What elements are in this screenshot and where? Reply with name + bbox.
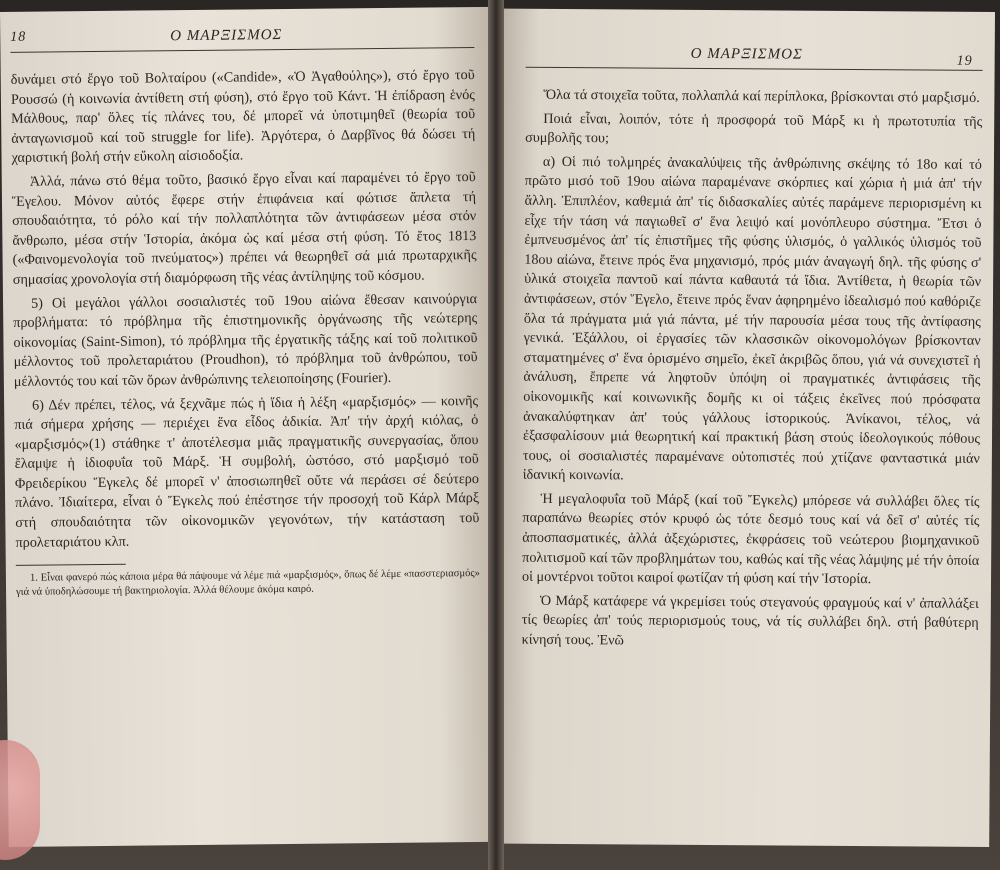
right-running-title: Ο ΜΑΡΞΙΣΜΟΣ: [690, 45, 803, 63]
left-running-title: Ο ΜΑΡΞΙΣΜΟΣ: [170, 27, 283, 45]
right-paragraph-5: Ὁ Μάρξ κατάφερε νά γκρεμίσει τούς στεγανούς φραγμούς καί ν' ἀπαλλάξει τίς θεωρίες ἀπ' τούς περιορισμούς τους, νά τίς συλλάβει δηλ. στή βαθύτερη κίνησή τους. Ἐνῶ: [521, 592, 979, 649]
right-page: [494, 9, 995, 847]
left-paragraph-4: 6) Δέν πρέπει, τέλος, νά ξεχνᾶμε πώς ἡ ἴδια ἡ λέξη «μαρξισμός» — κοινῆς πιά σήμερα χρήσης — περιέχει ἕνα εἶδος ἀδικία. Ἀπ' τήν ἀρχή κιόλας, ὁ «μαρξισμός»(1) στάθηκε τ' ἀποτέλεσμα μιᾶς πραγματικῆς συνεργασίας, ὅπου ἔλαμψε ἡ ἰδιοφυΐα τοῦ Μάρξ. Ἡ συμβολή, ὡστόσο, στό μαρξισμό τοῦ Φρειδερίκου Ἔγκελς δέ μπορεῖ ν' ἀποσιωπηθεῖ οὔτε νά περάσει σέ δεύτερο πλάνο. Ἰδιαίτερα, εἶναι ὁ Ἔγκελς πού ἐπέστησε τήν προσοχή τοῦ Κάρλ Μάρξ στή σπουδαιότητα τῶν οἰκονομικῶν γεγονότων, τήν κατάσταση τοῦ προλεταριάτου κλπ.: [14, 392, 480, 551]
book-gutter: [488, 0, 504, 870]
right-paragraph-3: α) Οἱ πιό τολμηρές ἀνακαλύψεις τῆς ἀνθρώπινης σκέψης τό 18ο καί τό πρῶτο μισό τοῦ 19ου αἰώνα παραμένανε σκόρπιες καί χώρια ἡ μιά ἀπ' τήν ἄλλη. Ἐπιπλέον, καθεμιά ἀπ' τίς διδασκαλίες αὐτές παράμενε περιορισμένη κι εἶχε τήν τάση νά παγιωθεῖ σ' ἕνα λειψό καί μονόπλευρο σύστημα. Ἔτσι ὁ ἐμπνευσμένος ἀπ' τίς ἐπιστῆμες τῆς φύσης ὑλισμός, ὁ γαλλικός ὑλισμός τοῦ 18ου αἰώνα, ἔτεινε πρός ἕνα μηχανισμό, πρός μιάν ἀναγωγή δηλ. τῆς φύσης σ' ὑλικά στοιχεῖα παντοῦ καί πάντα καθαυτά τά ἴδια. Ἀντίθετα, ἡ θεωρία τῶν ἀντιφάσεων, στόν Ἕγελο, ἔτεινε πρός ἕναν ἀφηρημένο ἰδεαλισμό πού καθόριζε ὅλα τά πράγματα μιά γιά πάντα, μέ τήν παρουσία μέσα τους τῆς ἀντίφασης γενικά. Ἐξάλλου, οἱ ἐργασίες τῶν κλασσικῶν οἰκονομολόγων βρίσκονταν σταματημένες σ' ἕνα ὁρισμένο σημεῖο, ἐκεῖ ἀκριβῶς ὅπου, γιά νά συνεχιστεῖ ἡ ἀνάλυση, ἔπρεπε νά ληφτοῦν ὑπόψη οἱ πραγματικές ἀντιφάσεις τῆς οἰκονομικῆς καί κοινωνικῆς δομῆς κι οἱ τάξεις ἐκεῖνες πού πρόσφατα ἀνακαλύφτηκαν ἀπ' τούς γάλλους ἱστορικούς. Ἀνίκανοι, τέλος, νά ἐξασφαλίσουν μιά θεωρητική καί πρακτική βάση στούς ἰδεολογικούς πόθους τους, οἱ σοσιαλιστές παραμένανε οὐτοπιστές πού χτίζανε φανταστικά μιάν ἰδανική κοινωνία.: [522, 153, 982, 484]
right-paragraph-2: Ποιά εἶναι, λοιπόν, τότε ἡ προσφορά τοῦ Μάρξ κι ἡ πρωτοτυπία τῆς συμβολῆς του;: [525, 110, 983, 147]
footnote-text: 1. Εἶναι φανερό πώς κάποια μέρα θά πάψουμε νά λέμε πιά «μαρξισμός», ὅπως δέ λέμε «πασστεριασμός» γιά νά ὑποδηλώσουμε τή βακτηριολογία. Ἀλλά θέλουμε ἀκόμα καιρό.: [16, 568, 480, 599]
right-running-head: [526, 45, 983, 71]
thumb-holding-page: [0, 740, 40, 860]
left-paragraph-1: δυνάμει στό ἔργο τοῦ Βολταίρου («Candide», «Ὁ Ἀγαθούλης»), στό ἔργο τοῦ Ρουσσώ (ἡ κοινωνία ἀντίθετη στή φύση), στό ἔργο τοῦ Κάντ. Ἡ ἐπίδραση ἑνός Μάλθους, παρ' ὅλες τίς πλάνες του, δέ μπορεῖ νά ὑποτιμηθεῖ (θεωρία τοῦ ἀνταγωνισμοῦ καί τοῦ struggle for life). Ἀργότερα, ὁ Δαρβῖνος θά δώσει τή χαριστική βολή στήν εὔκολη αἰσιοδοξία.: [10, 67, 476, 167]
left-page-number: 18: [10, 29, 27, 45]
left-paragraph-2: Ἀλλά, πάνω στό θέμα τοῦτο, βασικό ἔργο εἶναι καί παραμένει τό ἔργο τοῦ Ἕγελου. Μόνον αὐτός ἔφερε στήν ἐπιφάνεια καί φώτισε ἄπλετα τή σπουδαιότητα, τό ρόλο καί τήν πολλαπλότητα τῶν ἀντιφάσεων μέσα στόν ἄνθρωπο, μέσα στήν Ἱστορία, ἀκόμα ὡς καί μέσα στή φύση. Τό ἔτος 1813 («Φαινομενολογία τοῦ πνεύματος») πρέπει νά θεωρηθεῖ σά μιά πρωταρχικῆς σημασίας χρονολογία στή διαμόρφωση τῆς νέας ἀντίληψης τοῦ κόσμου.: [11, 168, 477, 288]
right-body-text: [522, 86, 983, 654]
footnote-rule: [16, 564, 126, 566]
left-paragraph-3: 5) Οἱ μεγάλοι γάλλοι σοσιαλιστές τοῦ 19ου αἰώνα ἔθεσαν καινούργια προβλήματα: τό πρόβλημα τῆς ἐπιστημονικῆς ὀργάνωσης τῆς νεώτερης οἰκονομίας (Saint-Simon), τό πρόβλημα τῆς ἐργατικῆς τάξης καί τοῦ πολιτικοῦ μέλλοντος τοῦ προλεταριάτου (Proudhon), τό πρόβλημα τοῦ ἀνθρώπου, τοῦ μέλλοντός του καί τῶν ὅρων ἀνθρώπινης τελειοποίησης (Fourier).: [13, 290, 478, 390]
left-body-text: [11, 66, 480, 553]
left-page: [0, 7, 501, 847]
footnote: [16, 567, 480, 600]
right-paragraph-4: Ἡ μεγαλοφυΐα τοῦ Μάρξ (καί τοῦ Ἔγκελς) μπόρεσε νά συλλάβει ὅλες τίς παραπάνω θεωρίες στόν κρυφό ὡς τότε δεσμό τους καί νά δεῖ σ' αὐτές τίς ἀποσπασματικές, ἀλλά ἀξεχώριστες, ἐκφράσεις τοῦ νεώτερου βιομηχανικοῦ πολιτισμοῦ καί τῶν προβλημάτων του, καθώς καί τῆς νέας λάμψης μέ τήν ὁποία οἱ μοντέρνοι τοῦτοι καιροί φωτίζαν τή φύση καί τήν Ἱστορία.: [521, 490, 980, 588]
right-paragraph-1: Ὅλα τά στοιχεῖα τοῦτα, πολλαπλά καί περίπλοκα, βρίσκονται στό μαρξισμό.: [543, 86, 980, 106]
left-running-head: [10, 25, 474, 53]
right-page-number: 19: [956, 53, 973, 69]
